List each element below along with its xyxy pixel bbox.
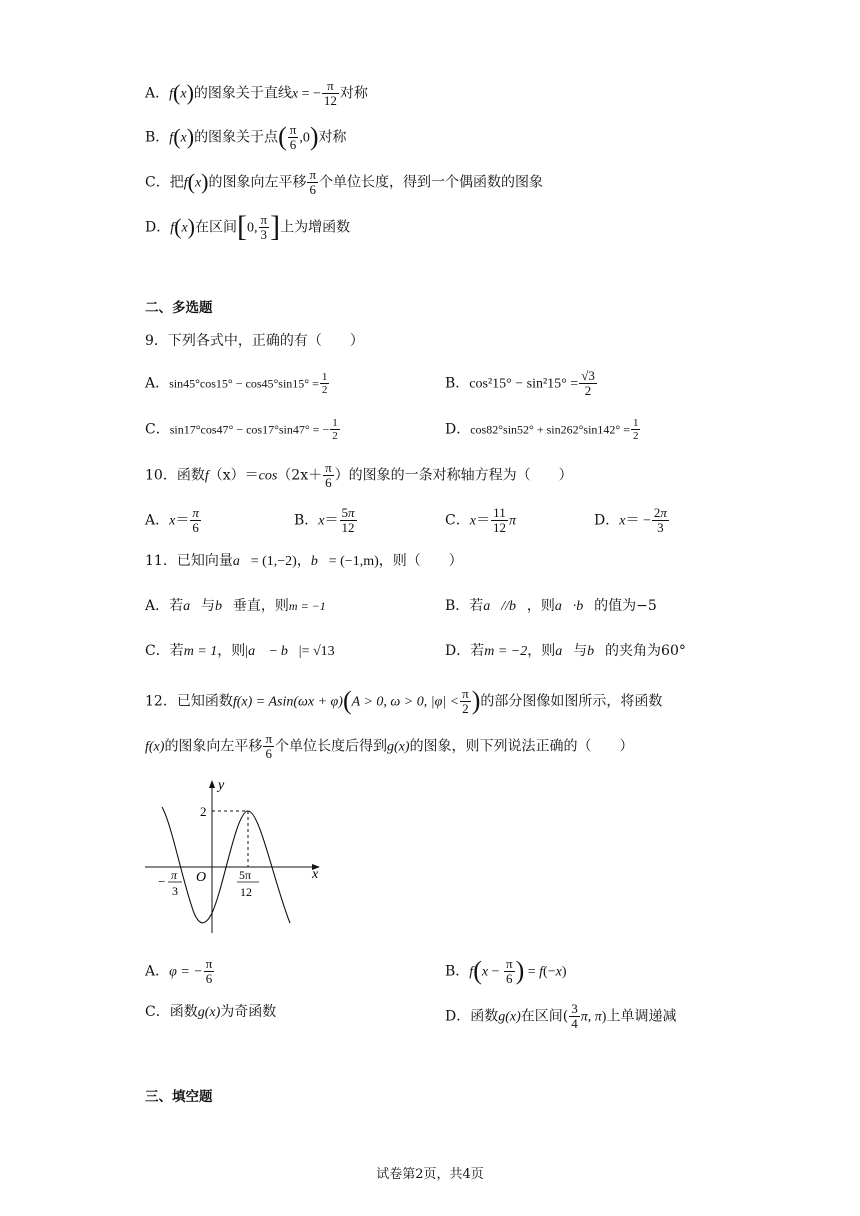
q8-option-a: A．f(x)的图象关于直线x = − $\frac{\pi}{12}$ 对称 [145, 78, 368, 108]
q11-stem: 11．已知向量a⃗= (1,−2)，b⃗= (−1,m)，则（ ） [145, 553, 463, 569]
origin-label: O [196, 870, 207, 885]
q10-option-a: A．x＝ $\frac{\pi}{6}$ [145, 505, 199, 535]
q11-option-b: B．若a⃗//b⃗，则a⃗·b⃗的值为−5 [445, 598, 657, 614]
q9-option-c: C．sin17°cos47° − cos17°sin47° = − $\frac{1}{2}$ [145, 417, 338, 442]
q12-option-a: A．φ = − $\frac{\pi}{6}$ [145, 956, 213, 986]
q9-option-b: B．cos²15° − sin²15° = $\frac{√3}{2}$ [445, 368, 595, 398]
section-title-fill-in-blank: 三、填空题 [145, 1089, 213, 1105]
xtick-left-sign: − [158, 874, 166, 889]
function-graph [140, 775, 340, 940]
q8-option-b: B．f(x)的图象关于点( $\frac{\pi}{6}$ ,0)对称 [145, 121, 347, 152]
q10-option-b: B．x＝ $\frac{5\pi}{12}$ [294, 505, 355, 535]
q12-stem-line2: f(x)的图象向左平移 $\frac{\pi}{6}$ 个单位长度后得到g(x)的图象，则下列说法正确的（ ） [145, 731, 634, 761]
y-axis-label: y [218, 778, 225, 793]
q10-option-d: D．x＝ − $\frac{2\pi}{3}$ [594, 505, 667, 535]
q12-option-b: B．f(x − $\frac{\pi}{6}$ ) = f(−x) [445, 955, 567, 986]
q11-option-c: C．若m = 1，则|a⃗ − b⃗|= √13 [145, 643, 335, 659]
q10-option-c: C．x＝ $\frac{11}{12}$ π [445, 505, 516, 535]
section-title-multiple-choice: 二、多选题 [145, 300, 213, 316]
y-axis-arrow [209, 780, 215, 788]
xtick-right-den: 12 [240, 885, 252, 899]
max-value-label: 2 [200, 804, 207, 819]
q8-option-d: D．f(x)在区间[0, $\frac{\pi}{3}$ ]上为增函数 [145, 209, 351, 243]
q11-option-d: D．若m = −2，则a⃗与b⃗的夹角为60° [445, 643, 686, 659]
xtick-left-den: 3 [172, 884, 178, 898]
q9-option-a: A．sin45°cos15° − cos45°sin15° = $\frac{1}{2}$ [145, 371, 328, 396]
q12-option-d: D．函数g(x)在区间( $\frac{3}{4}$ π, π)上单调递减 [445, 1001, 677, 1031]
xtick-right-num: 5π [239, 868, 252, 882]
q8-option-c: C．把f(x)的图象向左平移 $\frac{\pi}{6}$ 个单位长度，得到一个偶函数的图象 [145, 167, 544, 197]
q11-option-a: A．若a⃗与b⃗垂直，则m = −1 [145, 598, 326, 614]
page-footer: 试卷第2页，共4页 [376, 1167, 484, 1182]
q9-option-d: D．cos82°sin52° + sin262°sin142° = $\frac{1}{2}$ [445, 417, 639, 442]
sine-curve [162, 807, 290, 923]
q10-stem: 10．函数f（x）＝cos（2x＋ $\frac{\pi}{6}$ ）的图象的一条对称轴方程为（ ） [145, 460, 573, 490]
x-axis-label: x [312, 867, 319, 882]
q12-stem-line1: 12．已知函数f(x) = Asin(ωx + φ)(A > 0, ω > 0, |φ| < $\frac{\pi}{2}$ )的部分图像如图所示，将函数 [145, 685, 663, 716]
q12-option-c: C．函数g(x)为奇函数 [145, 1004, 277, 1020]
q9-stem: 9．下列各式中，正确的有（ ） [145, 333, 364, 349]
xtick-left-num: π [171, 868, 178, 882]
